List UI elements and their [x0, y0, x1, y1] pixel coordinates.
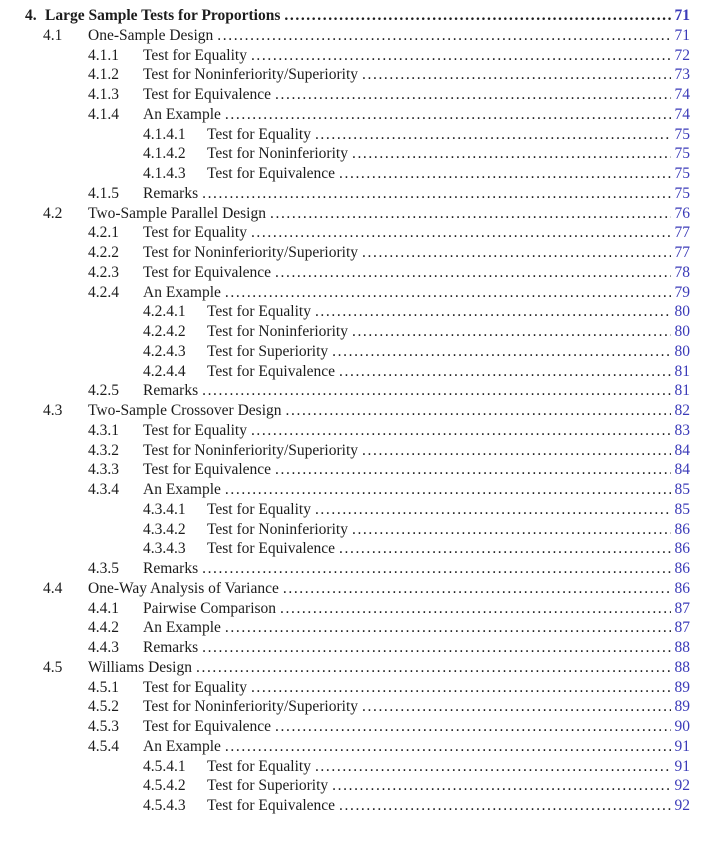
toc-entry-page[interactable]: 91 [674, 757, 690, 775]
toc-leader-dots [283, 579, 671, 599]
toc-leader-dots [225, 618, 671, 638]
toc-entry-page[interactable]: 71 [674, 26, 690, 44]
toc-entry-number[interactable]: 4.1.4.3 [143, 165, 186, 182]
toc-entry [0, 678, 707, 698]
toc-entry-number[interactable]: 4.1.4 [88, 105, 119, 123]
toc-entry-label[interactable]: Test for Equivalence [143, 86, 272, 103]
toc-entry-page[interactable]: 77 [674, 244, 690, 261]
toc-entry-label[interactable]: Test for Noninferiority [207, 520, 348, 538]
toc-entry-number[interactable]: 4.2.4 [88, 283, 119, 301]
toc-entry-number[interactable]: 4.4.1 [88, 599, 119, 617]
toc-leader-dots [284, 6, 671, 26]
toc-entry [0, 302, 707, 322]
toc-entry-number[interactable]: 4.5.4.1 [143, 757, 186, 775]
toc-entry-number[interactable]: 4.5.4.2 [143, 777, 186, 795]
toc-entry-label[interactable]: An Example [143, 737, 221, 755]
toc-entry-number[interactable]: 4.3.4.2 [143, 520, 186, 538]
toc-entry-number[interactable]: 4.5.2 [88, 698, 119, 716]
toc-entry-label[interactable]: Large Sample Tests for Proportions [45, 7, 281, 24]
toc-entry-page[interactable]: 85 [674, 481, 690, 498]
toc-entry [0, 658, 707, 678]
toc-entry-number[interactable]: 4.1 [43, 26, 63, 44]
toc-entry-label[interactable]: Test for Equality [207, 125, 311, 143]
toc-entry [0, 381, 707, 401]
toc-entry [0, 85, 707, 105]
toc-entry-number[interactable]: 4.3.3 [88, 461, 119, 479]
toc-leader-dots [362, 441, 671, 461]
toc-entry-number[interactable]: 4.2.2 [88, 244, 119, 261]
toc-leader-dots [202, 184, 671, 204]
toc-leader-dots [362, 697, 671, 717]
toc-entry-page[interactable]: 80 [674, 303, 690, 321]
toc-entry [0, 539, 707, 559]
toc-leader-dots [202, 559, 671, 579]
toc-entry [0, 144, 707, 164]
toc-entry-label[interactable]: Test for Equality [143, 46, 247, 64]
toc-entry-page[interactable]: 72 [674, 46, 690, 64]
toc-entry-page[interactable]: 90 [674, 718, 690, 735]
toc-entry-page[interactable]: 86 [674, 579, 690, 597]
toc-leader-dots [202, 381, 671, 401]
toc-entry [0, 421, 707, 441]
toc-entry [0, 204, 707, 224]
toc-leader-dots [275, 85, 671, 105]
toc-entry-number[interactable]: 4.5.3 [88, 718, 119, 735]
toc-entry-page[interactable]: 84 [674, 441, 690, 459]
toc-entry-number[interactable]: 4.5.4.3 [143, 797, 186, 814]
toc-leader-dots [275, 717, 671, 737]
toc-leader-dots [225, 480, 671, 500]
toc-entry-label[interactable]: Two-Sample Crossover Design [88, 402, 282, 419]
toc-leader-dots [339, 796, 671, 816]
toc-entry-number[interactable]: 4.2.3 [88, 263, 119, 281]
toc-entry-number[interactable]: 4.5 [43, 658, 63, 676]
toc-leader-dots [217, 26, 671, 46]
toc-entry-page[interactable]: 78 [674, 263, 690, 281]
toc-entry-label[interactable]: Test for Equality [143, 224, 247, 242]
toc-leader-dots [315, 500, 671, 520]
toc-entry-number[interactable]: 4.4 [43, 579, 63, 597]
toc-entry-number[interactable]: 4.1.2 [88, 66, 119, 84]
toc-entry-page[interactable]: 89 [674, 678, 690, 696]
toc-entry-number[interactable]: 4.2 [43, 204, 63, 222]
toc-entry-number[interactable]: 4.3 [43, 402, 63, 419]
toc-entry [0, 105, 707, 125]
toc-entry-label[interactable]: One-Way Analysis of Variance [88, 579, 279, 597]
toc-entry-number[interactable]: 4.1.3 [88, 86, 119, 103]
toc-entry [0, 26, 707, 46]
toc-entry-page[interactable]: 75 [674, 165, 690, 182]
toc-leader-dots [196, 658, 671, 678]
toc-entry [0, 401, 707, 421]
toc-entry-page[interactable]: 75 [674, 125, 690, 143]
toc-leader-dots [352, 520, 671, 540]
toc-entry-page[interactable]: 73 [674, 66, 690, 84]
toc-entry-number[interactable]: 4.1.4.1 [143, 125, 186, 143]
toc-entry [0, 184, 707, 204]
toc-entry [0, 757, 707, 777]
toc-leader-dots [251, 223, 671, 243]
toc-entry-page[interactable]: 92 [674, 797, 690, 814]
toc-entry-label[interactable]: Test for Equivalence [207, 362, 336, 380]
toc-leader-dots [362, 65, 671, 85]
toc-entry-label[interactable]: Test for Equivalence [207, 540, 336, 558]
toc-leader-dots [315, 302, 671, 322]
toc-entry-number[interactable]: 4.3.4.1 [143, 500, 186, 518]
toc-entry-page[interactable]: 74 [674, 105, 690, 123]
toc-entry-page[interactable]: 84 [674, 461, 690, 479]
toc-entry-label[interactable]: Williams Design [88, 658, 192, 676]
toc-leader-dots [225, 105, 671, 125]
toc-entry-page[interactable]: 81 [674, 362, 690, 380]
toc-entry [0, 717, 707, 737]
toc-entry-label[interactable]: Test for Equivalence [143, 718, 272, 735]
toc-entry [0, 362, 707, 382]
toc-entry-page[interactable]: 81 [674, 382, 690, 400]
toc-entry-label[interactable]: Test for Equality [207, 500, 311, 518]
toc-leader-dots [251, 421, 671, 441]
toc-entry-label[interactable]: Test for Superiority [207, 342, 329, 360]
toc-entry-label[interactable]: Two-Sample Parallel Design [88, 204, 266, 222]
toc-entry-number[interactable]: 4.1.5 [88, 184, 119, 202]
toc-entry-number[interactable]: 4.1.4.2 [143, 145, 186, 163]
toc-entry-number[interactable]: 4.3.1 [88, 421, 119, 439]
toc-entry-number[interactable]: 4.2.4.2 [143, 323, 186, 340]
toc-entry [0, 263, 707, 283]
toc-entry-number[interactable]: 4.4.2 [88, 619, 119, 637]
toc-leader-dots [275, 263, 671, 283]
toc-entry [0, 776, 707, 796]
toc-entry-label[interactable]: Remarks [143, 382, 199, 400]
toc-entry-page[interactable]: 76 [674, 204, 690, 222]
toc-entry-number[interactable]: 4.3.5 [88, 560, 119, 577]
toc-entry-label[interactable]: Remarks [143, 184, 199, 202]
toc-entry-label[interactable]: An Example [143, 283, 221, 301]
toc-entry-page[interactable]: 85 [674, 500, 690, 518]
toc-entry-page[interactable]: 87 [674, 619, 690, 637]
toc-leader-dots [315, 125, 671, 145]
toc-entry-page[interactable]: 79 [674, 283, 690, 301]
toc-leader-dots [251, 46, 671, 66]
toc-entry-page[interactable]: 80 [674, 342, 690, 360]
toc-entry-label[interactable]: An Example [143, 481, 221, 498]
toc-leader-dots [202, 638, 671, 658]
toc-entry-page[interactable]: 86 [674, 540, 690, 558]
toc-entry-label[interactable]: Test for Superiority [207, 777, 329, 795]
toc-entry-page[interactable]: 83 [674, 421, 690, 439]
toc-entry-label[interactable]: Test for Noninferiority/Superiority [143, 698, 359, 716]
toc-entry-number[interactable]: 4.5.4 [88, 737, 119, 755]
toc-entry-page[interactable]: 89 [674, 698, 690, 716]
toc-entry-page[interactable]: 71 [674, 7, 690, 24]
toc-entry-number[interactable]: 4.3.4 [88, 481, 119, 498]
toc-entry-label[interactable]: Test for Equality [207, 303, 311, 321]
toc-leader-dots [352, 322, 671, 342]
toc-entry-number[interactable]: 4.3.2 [88, 441, 119, 459]
toc-entry [0, 697, 707, 717]
toc-leader-dots [251, 678, 671, 698]
toc-entry-number[interactable]: 4.5.1 [88, 678, 119, 696]
toc-entry-page[interactable]: 86 [674, 560, 690, 577]
toc-leader-dots [315, 757, 671, 777]
toc-entry [0, 342, 707, 362]
toc-entry-page[interactable]: 82 [674, 402, 690, 419]
toc-entry-label[interactable]: Test for Noninferiority [207, 323, 348, 340]
toc-entry-number[interactable]: 4.2.4.1 [143, 303, 186, 321]
toc-entry-label[interactable]: Remarks [143, 560, 199, 577]
toc-entry-number[interactable]: 4. [25, 7, 37, 24]
toc-entry-label[interactable]: Test for Equivalence [207, 797, 336, 814]
toc-entry [0, 283, 707, 303]
toc-entry [0, 322, 707, 342]
toc-leader-dots [270, 204, 671, 224]
toc-entry [0, 559, 707, 579]
toc-entry-page[interactable]: 88 [674, 639, 690, 656]
toc-leader-dots [275, 460, 671, 480]
toc-entry-label[interactable]: Test for Equivalence [207, 165, 336, 182]
toc-entry-page[interactable]: 86 [674, 520, 690, 538]
toc-entry-page[interactable]: 80 [674, 323, 690, 340]
toc-entry [0, 599, 707, 619]
toc-entry-label[interactable]: An Example [143, 105, 221, 123]
toc-entry-number[interactable]: 4.2.5 [88, 382, 119, 400]
toc-entry-label[interactable]: Test for Noninferiority/Superiority [143, 244, 359, 261]
toc-entry-page[interactable]: 88 [674, 658, 690, 676]
toc-entry-page[interactable]: 77 [674, 224, 690, 242]
toc-entry-page[interactable]: 75 [674, 184, 690, 202]
toc-entry [0, 65, 707, 85]
toc-entry [0, 6, 707, 26]
toc-entry [0, 618, 707, 638]
toc-entry [0, 243, 707, 263]
toc-entry [0, 125, 707, 145]
toc-entry-label[interactable]: Test for Equality [143, 678, 247, 696]
toc-entry-label[interactable]: Test for Noninferiority [207, 145, 348, 163]
toc-entry [0, 46, 707, 66]
toc-entry-number[interactable]: 4.2.1 [88, 224, 119, 242]
toc-entry-page[interactable]: 92 [674, 777, 690, 795]
toc-entry [0, 500, 707, 520]
toc-entry-label[interactable]: Test for Noninferiority/Superiority [143, 441, 359, 459]
toc-entry [0, 164, 707, 184]
toc-entry-number[interactable]: 4.2.4.4 [143, 362, 186, 380]
toc-entry [0, 638, 707, 658]
toc-leader-dots [225, 737, 671, 757]
toc-entry-label[interactable]: Pairwise Comparison [143, 599, 277, 617]
toc-entry-label[interactable]: Test for Equality [143, 421, 247, 439]
toc-entry-page[interactable]: 74 [674, 86, 690, 103]
toc-entry-page[interactable]: 91 [674, 737, 690, 755]
toc-entry-page[interactable]: 87 [674, 599, 690, 617]
toc-leader-dots [339, 164, 671, 184]
toc-entry [0, 520, 707, 540]
toc-entry-number[interactable]: 4.4.3 [88, 639, 119, 656]
toc-entry [0, 579, 707, 599]
toc-entry-label[interactable]: Test for Equivalence [143, 263, 272, 281]
toc-entry-page[interactable]: 75 [674, 145, 690, 163]
toc-leader-dots [339, 539, 671, 559]
toc-entry-label[interactable]: An Example [143, 619, 221, 637]
toc-entry [0, 441, 707, 461]
toc-entry-number[interactable]: 4.3.4.3 [143, 540, 186, 558]
toc-entry [0, 796, 707, 816]
toc-entry-number[interactable]: 4.1.1 [88, 46, 119, 64]
toc-entry [0, 223, 707, 243]
toc-entry-label[interactable]: Test for Equality [207, 757, 311, 775]
toc-leader-dots [332, 342, 671, 362]
toc-entry-label[interactable]: Test for Equivalence [143, 461, 272, 479]
toc-leader-dots [280, 599, 671, 619]
toc-leader-dots [362, 243, 671, 263]
toc-entry [0, 737, 707, 757]
toc-entry-label[interactable]: Remarks [143, 639, 199, 656]
toc-entry-label[interactable]: One-Sample Design [88, 26, 214, 44]
toc-entry [0, 460, 707, 480]
toc-entry-label[interactable]: Test for Noninferiority/Superiority [143, 66, 359, 84]
toc-leader-dots [332, 776, 671, 796]
toc-entry-number[interactable]: 4.2.4.3 [143, 342, 186, 360]
toc-entry [0, 480, 707, 500]
toc-leader-dots [225, 283, 671, 303]
toc-leader-dots [352, 144, 671, 164]
toc-leader-dots [339, 362, 671, 382]
toc-leader-dots [286, 401, 671, 421]
